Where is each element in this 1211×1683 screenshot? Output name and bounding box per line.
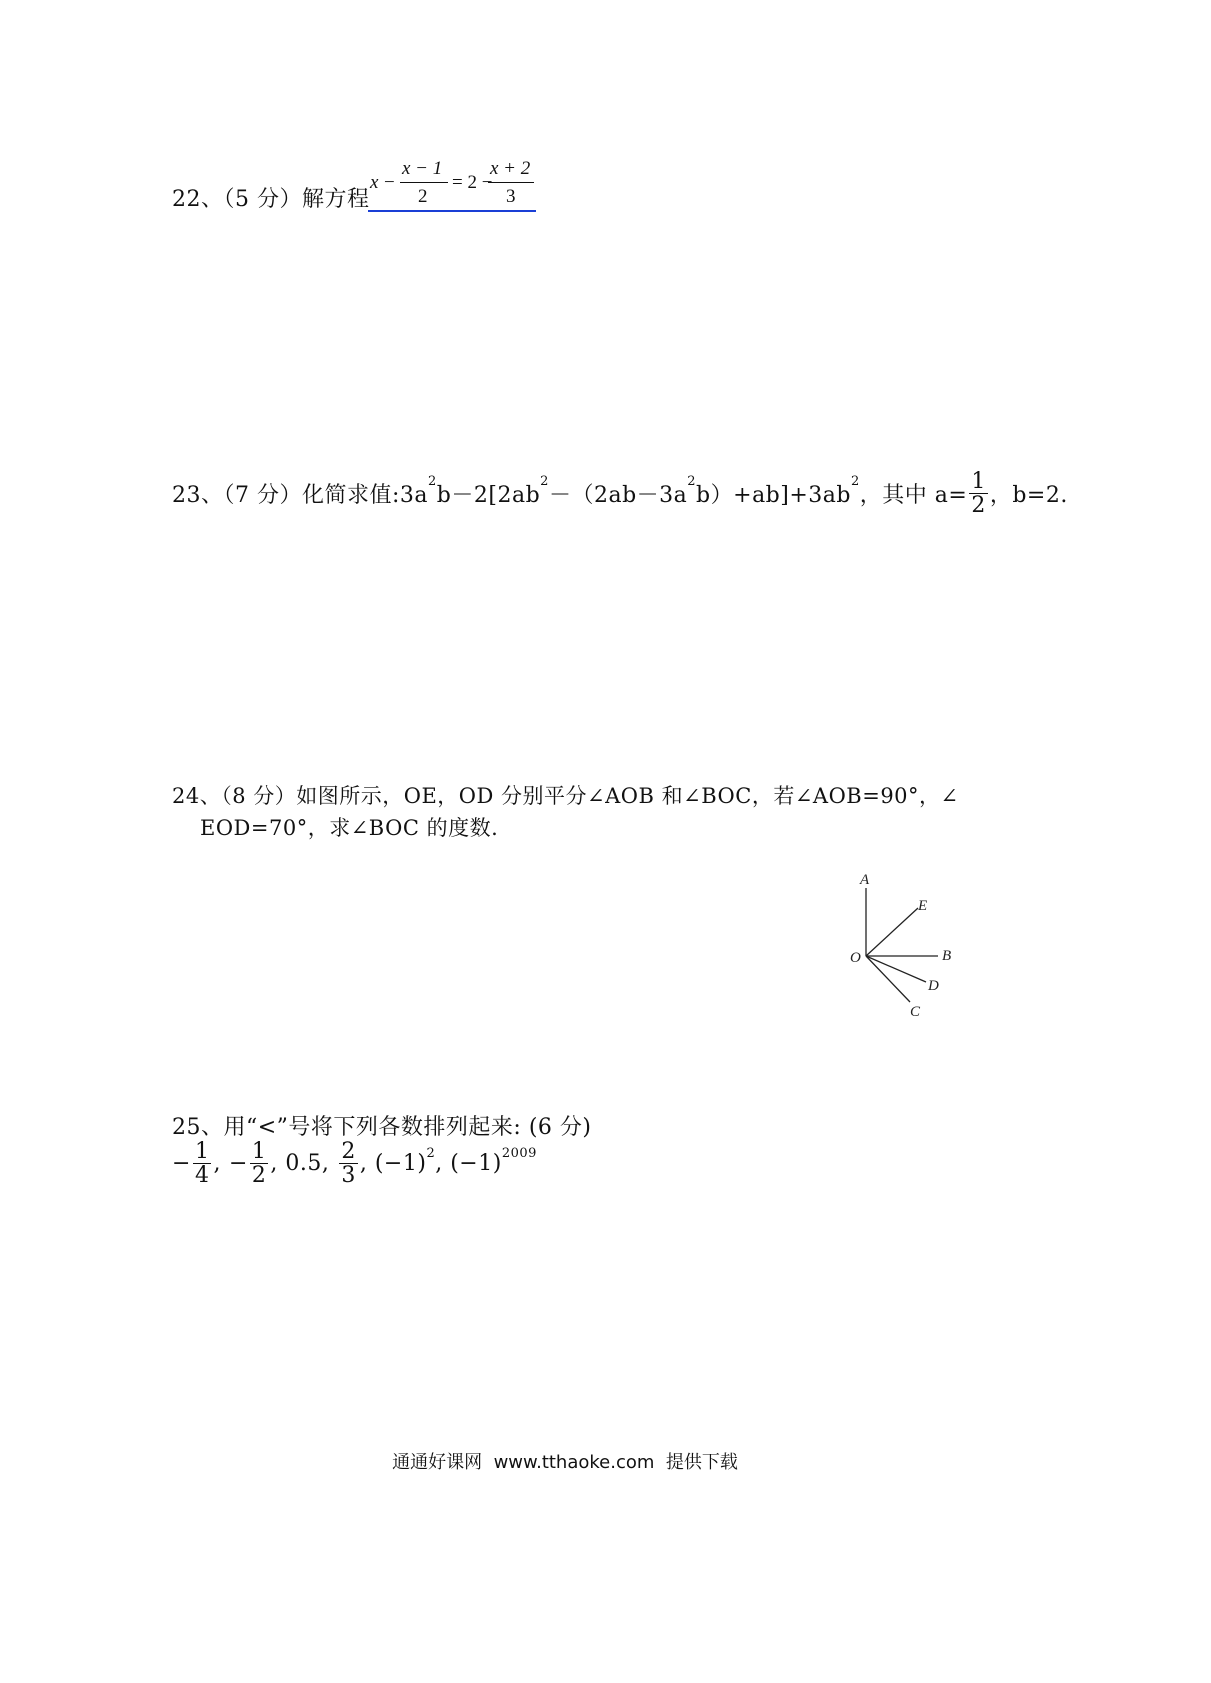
q23-frac-den: 2 — [971, 493, 986, 519]
n2-num: 1 — [251, 1139, 267, 1164]
frac2-bar — [488, 182, 534, 183]
n6-exp: 2009 — [501, 1146, 537, 1161]
question-23 — [172, 470, 1068, 517]
question-24-line2: EOD=70°，求∠BOC 的度数. — [200, 816, 499, 840]
n6: , (−1) — [435, 1151, 502, 1177]
frac1-den: 2 — [418, 186, 428, 207]
q23-t3: －（2ab－3a — [548, 483, 688, 509]
n5-exp: 2 — [426, 1146, 436, 1161]
ray-od — [866, 956, 926, 982]
n1-fraction — [193, 1140, 212, 1187]
eq-x: x — [370, 172, 379, 193]
q23-s2: 2 — [540, 474, 549, 489]
n4-fraction — [339, 1140, 358, 1187]
ray-oc — [866, 956, 910, 1002]
question-22 — [172, 160, 370, 212]
q23-t4: b）+ab]+3ab — [696, 483, 851, 509]
page-footer: 通通好课网 www.tthaoke.com 提供下载 — [392, 1452, 738, 1473]
n4-num: 2 — [341, 1139, 356, 1164]
question-24-line1: 24、（8 分）如图所示，OE，OD 分别平分∠AOB 和∠BOC，若∠AOB=90°，∠ — [172, 784, 959, 808]
n4-den: 3 — [341, 1163, 356, 1189]
n1-num: 1 — [194, 1139, 210, 1164]
n5: , (−1) — [359, 1151, 427, 1177]
eq-mid: = 2 − — [452, 172, 493, 193]
n2-den: 2 — [251, 1163, 267, 1189]
n1-sign: − — [172, 1151, 191, 1177]
label-o: O — [850, 950, 861, 966]
q23-s3: 2 — [687, 474, 697, 489]
n2-fraction — [250, 1140, 269, 1187]
frac1-bar — [400, 182, 448, 183]
label-a: A — [860, 872, 870, 888]
q22-prefix: 22、（5 分）解方程 — [172, 187, 370, 212]
frac2-num: x + 2 — [490, 158, 531, 179]
q23-frac-num: 1 — [971, 469, 986, 494]
q23-s4: 2 — [850, 474, 860, 489]
q23-t1: 23、（7 分）化简求值:3a — [172, 483, 429, 509]
q23-t5: ，其中 a= — [859, 483, 968, 509]
frac2-den: 3 — [506, 186, 516, 207]
n3: , 0.5, — [270, 1151, 330, 1177]
q23-fraction — [969, 470, 988, 517]
angle-diagram — [840, 868, 970, 1028]
ray-oe — [866, 908, 918, 956]
q23-s1: 2 — [428, 474, 437, 489]
q22-equation — [368, 158, 536, 212]
frac1-num: x − 1 — [402, 158, 443, 179]
question-25: 25、用“<”号将下列各数排列起来: (6 分) — [172, 1115, 592, 1140]
q23-t2: b－2[2ab — [436, 483, 541, 509]
q25-numbers — [172, 1140, 537, 1187]
q23-t6: ，b=2. — [989, 483, 1068, 509]
n1-den: 4 — [194, 1163, 210, 1189]
eq-minus: − — [384, 172, 395, 193]
label-c: C — [910, 1004, 921, 1020]
n2-sign: − — [228, 1151, 248, 1177]
sep1: , — [213, 1151, 221, 1177]
label-e: E — [918, 898, 928, 914]
label-b: B — [942, 948, 952, 964]
label-d: D — [928, 978, 939, 994]
